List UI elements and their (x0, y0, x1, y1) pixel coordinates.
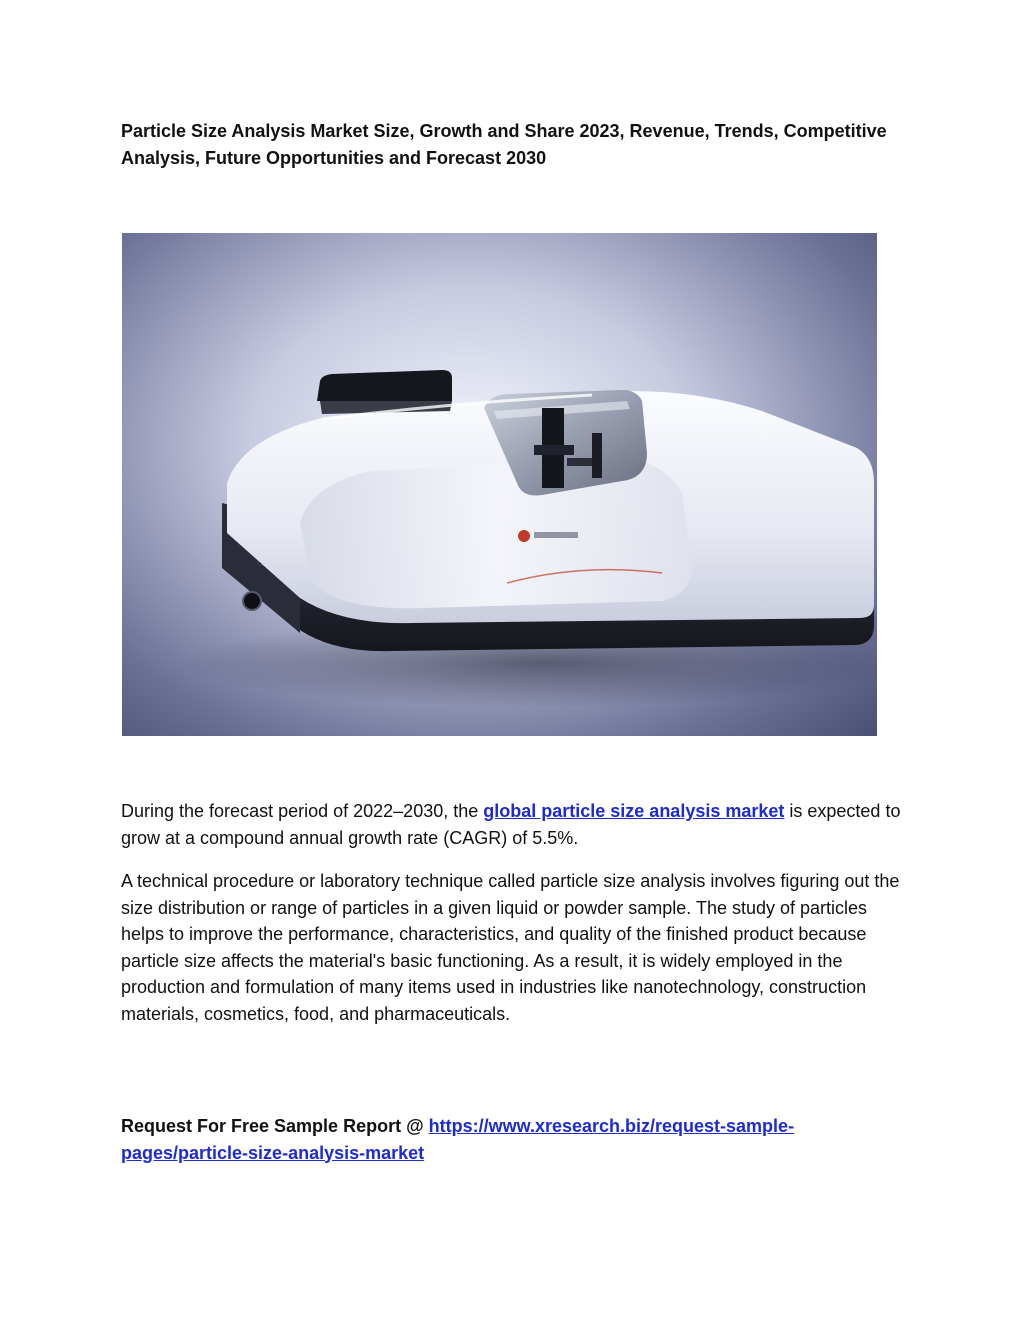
page-title: Particle Size Analysis Market Size, Growth and Share 2023, Revenue, Trends, Competitive Analysis, Future Opportunities and Forecast 2030 (121, 121, 887, 168)
market-link[interactable]: global particle size analysis market (483, 801, 785, 821)
sample-request-line (121, 1113, 901, 1166)
intro-text-before: During the forecast period of 2022–2030, the (121, 801, 484, 821)
product-photo (122, 233, 877, 736)
sample-report-link[interactable]: https://www.xresearch.biz/request-sample-pages/particle-size-analysis-market (121, 1116, 795, 1163)
sample-request-label: Request For Free Sample Report @ (121, 1116, 429, 1136)
particle-analyzer-illustration (122, 233, 877, 736)
intro-text-after: is expected to grow at a compound annual growth rate (CAGR) of 5.5%. (121, 801, 901, 848)
intro-paragraph (121, 798, 901, 851)
description-paragraph: A technical procedure or laboratory technique called particle size analysis involves figuring out the size distribution or range of particles in a given liquid or powder sample. The study of particles helps to improve the performance, characteristics, and quality of the finished product because particle size affects the material's basic functioning. As a result, it is widely employed in the production and formulation of many items used in industries like nanotechnology, construction materials, cosmetics, food, and pharmaceuticals. (121, 871, 900, 1024)
